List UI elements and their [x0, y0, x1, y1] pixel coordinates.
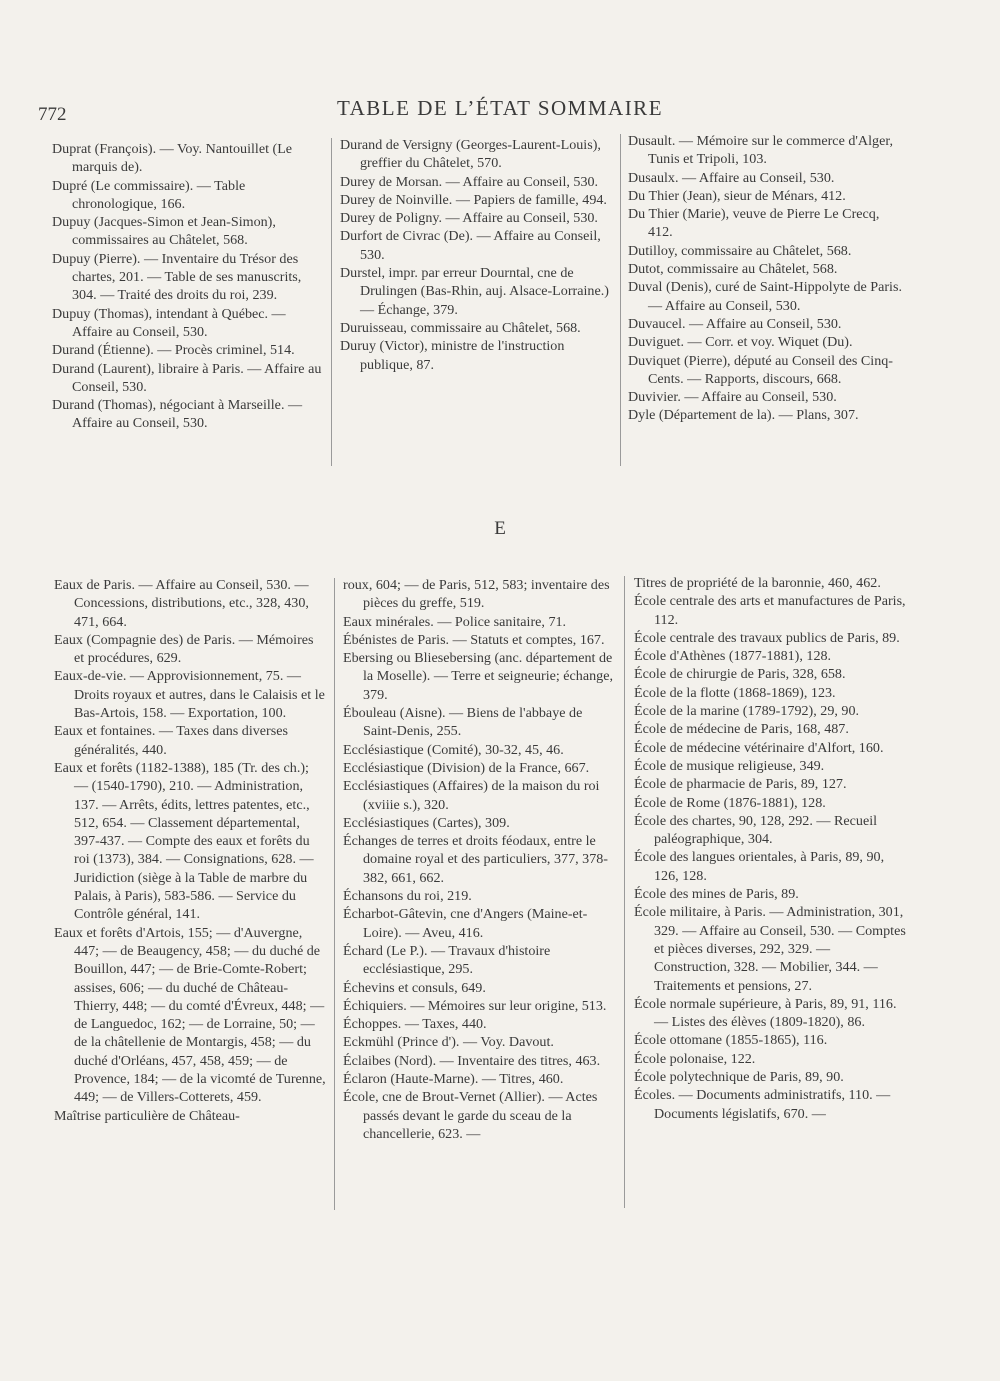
index-entry: École des chartes, 90, 128, 292. — Recueil paléographique, 304. [634, 812, 878, 848]
index-entry: Eckmühl (Prince d'). — Voy. Davout. [343, 1034, 554, 1051]
index-entry: Ébouleau (Aisne). — Biens de l'abbaye de Saint-Denis, 255. [343, 705, 583, 740]
index-entry: École de musique religieuse, 349. [634, 757, 825, 774]
index-entry: Durand de Versigny (Georges-Laurent-Louis), greffier du Châtelet, 570. [340, 137, 601, 172]
index-entry: Ecclésiastiques (Cartes), 309. [343, 814, 510, 831]
index-column-e3 [634, 574, 906, 1123]
index-entry: Durey de Noinville. — Papiers de famille, 494. [340, 191, 607, 208]
index-entry: Ecclésiastique (Division) de la France, 667. [343, 759, 590, 776]
index-entry: École ottomane (1855-1865), 116. [634, 1032, 828, 1049]
index-entry: Écoles. — Documents administratifs, 110. — Documents législatifs, 670. — [634, 1087, 891, 1122]
index-entry: Éclaibes (Nord). — Inventaire des titres, 463. [343, 1052, 601, 1069]
index-entry: Eaux de Paris. — Affaire au Conseil, 530. — Concessions, distributions, etc., 328, 430, 471, 664. [54, 577, 309, 630]
column-divider [331, 138, 332, 466]
index-entry: École centrale des arts et manufactures de Paris, 112. [634, 593, 906, 628]
index-entry: Duval (Denis), curé de Saint-Hippolyte de Paris. — Affaire au Conseil, 530. [628, 279, 902, 314]
index-entry: Dutilloy, commissaire au Châtelet, 568. [628, 242, 852, 259]
index-entry: École militaire, à Paris. — Administration, 301, 329. — Affaire au Conseil, 530. — Comptes et pièces diverses, 292, 329. — Construction, 328. — Mobilier, 344. — Traitements et pensions, 27. [634, 904, 906, 994]
index-entry: École polonaise, 122. [634, 1050, 756, 1067]
index-column-d2 [340, 136, 612, 374]
index-entry: Dupré (Le commissaire). — Table chronologique, 166. [52, 177, 246, 212]
index-entry: École centrale des travaux publics de Paris, 89. [634, 629, 900, 646]
index-entry: Échevins et consuls, 649. [343, 979, 486, 996]
column-divider [620, 134, 621, 466]
index-entry: Écharbot-Gâtevin, cne d'Angers (Maine-et-Loire). — Aveu, 416. [343, 906, 588, 941]
index-entry: Durand (Thomas), négociant à Marseille. — Affaire au Conseil, 530. [52, 397, 303, 432]
index-entry: Durstel, impr. par erreur Dourntal, cne de Drulingen (Bas-Rhin, auj. Alsace-Lorraine.) — Échange, 379. [340, 265, 609, 318]
index-entry: École de chirurgie de Paris, 328, 658. [634, 666, 846, 683]
index-entry: roux, 604; — de Paris, 512, 583; inventaire des pièces du greffe, 519. [343, 577, 610, 612]
column-divider [334, 578, 335, 1210]
index-entry: École de la flotte (1868-1869), 123. [634, 684, 836, 701]
index-entry: Durey de Morsan. — Affaire au Conseil, 530. [340, 173, 599, 190]
index-entry: Échanges de terres et droits féodaux, entre le domaine royal et des particuliers, 377, 378-382, 661, 662. [343, 833, 609, 886]
index-entry: École d'Athènes (1877-1881), 128. [634, 648, 832, 665]
index-entry: Dupuy (Thomas), intendant à Québec. — Affaire au Conseil, 530. [52, 305, 286, 340]
index-entry: Eaux-de-vie. — Approvisionnement, 75. — Droits royaux et autres, dans le Calaisis et le Bas-Artois, 158. — Exportation, 100. [54, 668, 325, 722]
index-entry: Dupuy (Pierre). — Inventaire du Trésor des chartes, 201. — Table de ses manuscrits, 304. — Traité des droits du roi, 239. [52, 250, 302, 304]
index-entry: Duvaucel. — Affaire au Conseil, 530. [628, 315, 842, 332]
index-entry: École des mines de Paris, 89. [634, 886, 799, 903]
index-entry: Eaux minérales. — Police sanitaire, 71. [343, 613, 567, 630]
index-entry: Ebersing ou Bliesebersing (anc. département de la Moselle). — Terre et seigneurie; échange, 379. [343, 650, 613, 703]
index-entry: Duviguet. — Corr. et voy. Wiquet (Du). [628, 334, 853, 351]
index-entry: École de médecine vétérinaire d'Alfort, 160. [634, 739, 884, 756]
index-entry: Échansons du roi, 219. [343, 888, 472, 905]
index-entry: Eaux (Compagnie des) de Paris. — Mémoires et procédures, 629. [54, 631, 314, 667]
index-entry: Durand (Laurent), libraire à Paris. — Affaire au Conseil, 530. [52, 360, 322, 395]
index-entry: Ecclésiastique (Comité), 30-32, 45, 46. [343, 741, 564, 758]
index-entry: Dutot, commissaire au Châtelet, 568. [628, 261, 838, 278]
index-column-e1 [54, 576, 326, 1125]
index-entry: Duviquet (Pierre), député au Conseil des Cinq-Cents. — Rapports, discours, 668. [628, 352, 893, 387]
index-entry: École normale supérieure, à Paris, 89, 91, 116. — Listes des élèves (1809-1820), 86. [634, 995, 897, 1031]
index-entry: École polytechnique de Paris, 89, 90. [634, 1069, 844, 1086]
index-entry: Duruy (Victor), ministre de l'instruction publique, 87. [340, 338, 565, 373]
index-entry: École des langues orientales, à Paris, 89, 90, 126, 128. [634, 849, 885, 884]
index-entry: Dusault. — Mémoire sur le commerce d'Alger, Tunis et Tripoli, 103. [628, 133, 893, 168]
index-entry: Duruisseau, commissaire au Châtelet, 568. [340, 319, 581, 336]
index-entry: Du Thier (Marie), veuve de Pierre Le Crecq, 412. [628, 206, 880, 241]
index-entry: Ecclésiastiques (Affaires) de la maison du roi (xviiie s.), 320. [343, 778, 600, 813]
index-entry: École de la marine (1789-1792), 29, 90. [634, 703, 860, 720]
index-entry: Eaux et fontaines. — Taxes dans diverses généralités, 440. [54, 723, 288, 758]
index-entry: Dyle (Département de la). — Plans, 307. [628, 407, 859, 424]
index-column-d3 [628, 132, 904, 425]
index-entry: Du Thier (Jean), sieur de Ménars, 412. [628, 187, 846, 204]
index-entry: Échoppes. — Taxes, 440. [343, 1016, 487, 1033]
index-column-e2 [343, 576, 615, 1143]
index-entry: Durand (Étienne). — Procès criminel, 514. [52, 342, 295, 359]
index-entry: Eaux et forêts (1182-1388), 185 (Tr. des ch.); — (1540-1790), 210. — Administration, 137. — Arrêts, édits, lettres patentes, etc., 512, 654. — Classement départemental, 397-437. — Compte des eaux et forêts du roi (1373), 384. — Consignations, 628. — Juridiction (siège à la Table de marbre du Palais, à Paris), 583-586. — Service du Contrôle général, 141. [54, 759, 314, 923]
index-entry: Durey de Poligny. — Affaire au Conseil, 530. [340, 210, 598, 227]
index-entry: Duprat (François). — Voy. Nantouillet (Le marquis de). [52, 141, 293, 176]
index-entry: École de médecine de Paris, 168, 487. [634, 721, 849, 738]
index-entry: Eaux et forêts d'Artois, 155; — d'Auvergne, 447; — de Beaugency, 458; — du duché de Bouillon, 447; — de Brie-Comte-Robert; assises, 606; — du duché de Château-Thierry, 448; — du comté d'Évreux, 448; — de Languedoc, 162; — de Lorraine, 50; — de la châtellenie de Montargis, 458; — du duché d'Orléans, 457, 458, 459; — de Provence, 184; — de la vicomté de Turenne, 449; — de Villers-Cotterets, 459. [54, 924, 326, 1106]
index-entry: Durfort de Civrac (De). — Affaire au Conseil, 530. [340, 228, 601, 263]
column-divider [624, 576, 625, 1208]
index-entry: Maîtrise particulière de Château- [54, 1107, 240, 1124]
index-entry: École de Rome (1876-1881), 128. [634, 794, 826, 811]
page-title: TABLE DE L’ÉTAT SOMMAIRE [336, 96, 664, 120]
index-entry: Dusaulx. — Affaire au Conseil, 530. [628, 169, 835, 186]
index-entry: École de pharmacie de Paris, 89, 127. [634, 776, 847, 793]
index-entry: Échard (Le P.). — Travaux d'histoire ecclésiastique, 295. [343, 942, 551, 978]
page-number: 772 [38, 104, 67, 125]
index-entry: Duvivier. — Affaire au Conseil, 530. [628, 389, 837, 406]
index-entry: Ébénistes de Paris. — Statuts et comptes, 167. [343, 631, 605, 648]
index-column-d1 [52, 140, 324, 433]
section-letter: E [494, 518, 506, 539]
index-entry: École, cne de Brout-Vernet (Allier). — Actes passés devant le garde du sceau de la chancellerie, 623. — [343, 1089, 598, 1142]
index-entry: Titres de propriété de la baronnie, 460, 462. [634, 575, 881, 591]
index-entry: Dupuy (Jacques-Simon et Jean-Simon), commissaires au Châtelet, 568. [52, 214, 276, 249]
index-entry: Éclaron (Haute-Marne). — Titres, 460. [343, 1071, 564, 1088]
index-entry: Échiquiers. — Mémoires sur leur origine, 513. [343, 997, 607, 1014]
